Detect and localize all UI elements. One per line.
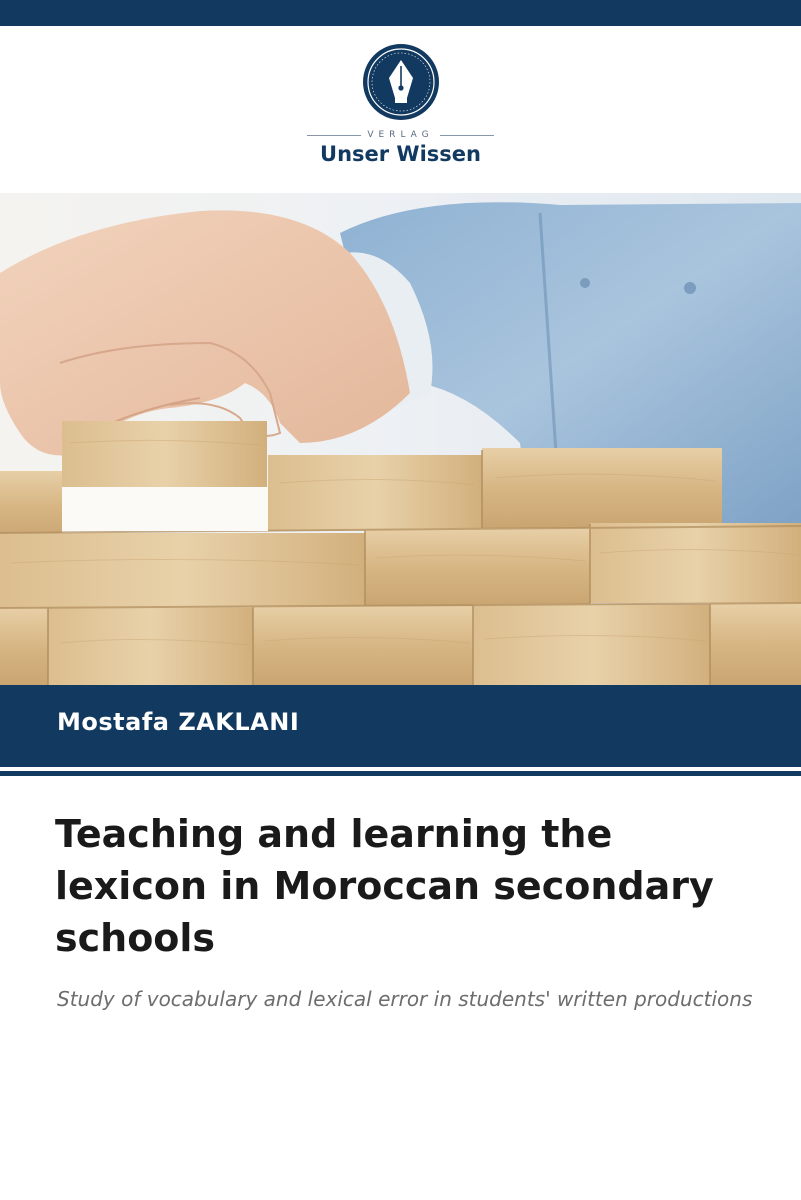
author-band <box>0 685 801 767</box>
hand-placing-wooden-block-icon <box>0 193 801 685</box>
book-subtitle: Study of vocabulary and lexical error in students' written productions <box>57 987 753 1011</box>
imprint-rule-right <box>440 135 494 136</box>
cover-photo <box>0 193 801 685</box>
imprint-label: VERLAG <box>367 130 434 140</box>
imprint-rule-left <box>307 135 361 136</box>
publisher-name: Unser Wissen <box>320 142 481 166</box>
divider-rule <box>0 771 801 776</box>
publisher-logo <box>0 42 801 166</box>
top-color-band <box>0 0 801 26</box>
pen-nib-icon <box>361 42 441 122</box>
book-title: Teaching and learning the lexicon in Moroccan secondary schools <box>55 812 714 960</box>
author-name: Mostafa ZAKLANI <box>57 708 300 736</box>
imprint-row <box>0 130 801 140</box>
